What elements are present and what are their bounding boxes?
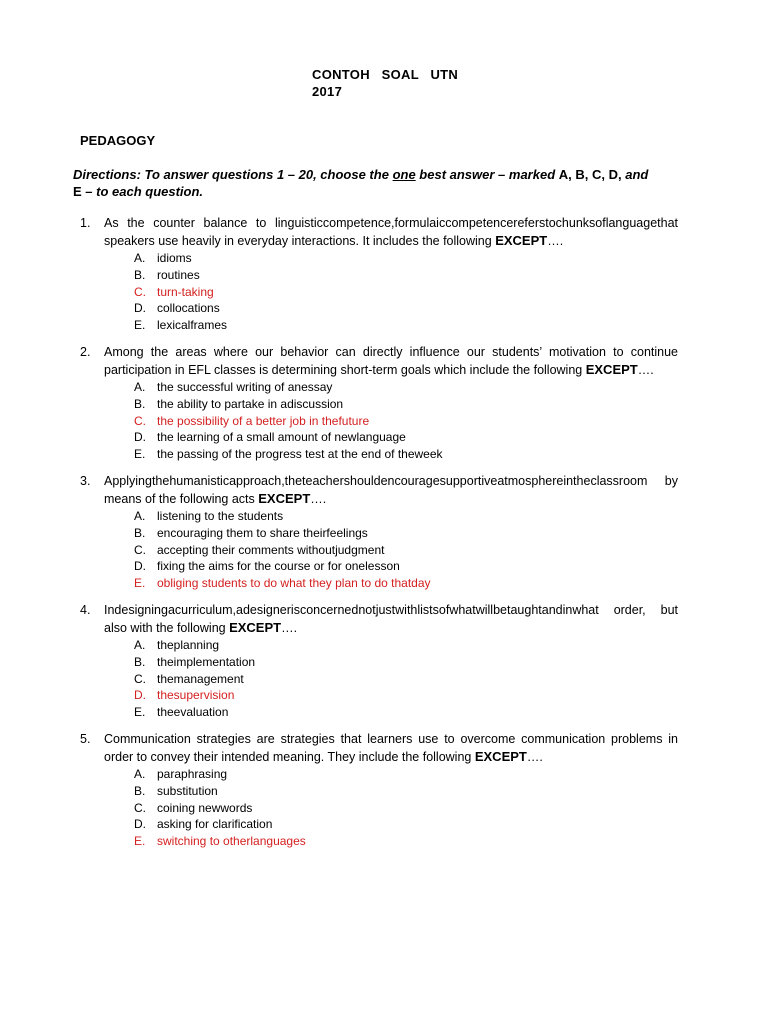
directions-part-1: Directions: To answer questions 1 – 20, choose the — [73, 167, 393, 182]
answer-option — [0, 525, 768, 542]
question-5 — [0, 731, 768, 850]
option-text: the ability to partake in adiscussion — [157, 396, 344, 411]
answer-option — [0, 654, 768, 671]
option-letter: E. — [134, 834, 146, 849]
answer-option — [0, 250, 768, 267]
option-letter: B. — [134, 525, 146, 540]
answer-option — [0, 446, 768, 463]
answer-option — [0, 800, 768, 817]
answer-option — [0, 558, 768, 575]
option-text: theevaluation — [157, 705, 229, 720]
question-3 — [0, 473, 768, 592]
option-letter: D. — [134, 301, 146, 316]
directions-part-2: best answer – marked — [415, 167, 559, 182]
answer-option — [0, 429, 768, 446]
except-keyword: EXCEPT — [585, 361, 638, 377]
question-stem-ellipsis: …. — [547, 234, 564, 248]
answer-option — [0, 816, 768, 833]
option-letter: E. — [134, 447, 146, 462]
answer-option-correct — [0, 284, 768, 301]
answer-option-correct — [0, 413, 768, 430]
question-stem-text: As the counter balance to linguisticcompetence,formulaiccompetencereferstochunksoflanguagethat speakers use heavily in everyday interactions. It includes the following — [104, 216, 678, 248]
option-letter: A. — [134, 637, 146, 652]
option-text: substitution — [157, 783, 218, 798]
option-letter: C. — [134, 284, 146, 299]
answer-option — [0, 508, 768, 525]
answer-option — [0, 379, 768, 396]
answer-option — [0, 783, 768, 800]
question-stem — [104, 602, 678, 637]
answer-option — [0, 267, 768, 284]
option-letter: E. — [134, 318, 146, 333]
directions-letter-e: E — [73, 184, 82, 199]
title-line-2: 2017 — [312, 84, 343, 99]
document-title — [312, 66, 458, 100]
answer-option-correct — [0, 575, 768, 592]
option-text: coining newwords — [157, 800, 253, 815]
question-stem-text: Communication strategies are strategies that learners use to overcome communication problems in order to convey their intended meaning. They include the following — [104, 731, 678, 764]
except-keyword: EXCEPT — [229, 619, 282, 635]
question-stem-text: Indesigningacurriculum,adesignerisconcernednotjustwithlistsofwhatwillbetaughtandinwhat order, but also with the following — [104, 602, 678, 635]
answer-option — [0, 704, 768, 721]
question-stem-ellipsis: …. — [281, 620, 298, 635]
option-text: theimplementation — [157, 654, 256, 669]
question-number: 2. — [80, 344, 91, 359]
question-stem-ellipsis: …. — [526, 749, 543, 764]
directions-underlined-word: one — [392, 167, 416, 182]
option-text: idioms — [157, 251, 192, 265]
option-text: thesupervision — [157, 688, 235, 703]
question-number: 5. — [80, 731, 91, 746]
option-letter: B. — [134, 654, 146, 669]
except-keyword: EXCEPT — [258, 490, 311, 506]
answer-options — [0, 250, 768, 334]
question-stem — [104, 473, 678, 508]
option-text: obliging students to do what they plan to do thatday — [157, 576, 431, 591]
option-text: fixing the aims for the course or for onelesson — [157, 559, 400, 574]
option-letter: A. — [134, 766, 146, 781]
option-text: listening to the students — [157, 508, 284, 523]
answer-option — [0, 542, 768, 559]
question-stem — [104, 731, 678, 766]
option-text: the passing of the progress test at the end of theweek — [157, 447, 443, 462]
answer-option — [0, 766, 768, 783]
directions-letters: A, B, C, D, — [558, 167, 622, 182]
option-letter: A. — [134, 508, 146, 523]
answer-options — [0, 637, 768, 721]
answer-option — [0, 671, 768, 688]
question-number: 3. — [80, 473, 91, 488]
question-stem — [104, 215, 678, 250]
question-stem-ellipsis: …. — [637, 362, 654, 377]
question-4 — [0, 602, 768, 721]
option-letter: C. — [134, 413, 146, 428]
option-text: theplanning — [157, 637, 220, 652]
option-text: asking for clarification — [157, 817, 273, 832]
option-text: encouraging them to share theirfeelings — [157, 525, 368, 540]
option-letter: B. — [134, 783, 146, 798]
option-text: the possibility of a better job in thefuture — [157, 413, 370, 428]
option-text: the successful writing of anessay — [157, 379, 333, 394]
option-text: routines — [157, 267, 200, 282]
option-letter: E. — [134, 576, 146, 591]
question-2 — [0, 344, 768, 463]
answer-option — [0, 300, 768, 317]
option-text: turn-taking — [157, 284, 214, 299]
option-text: accepting their comments withoutjudgment — [157, 542, 385, 557]
answer-option — [0, 396, 768, 413]
question-stem-ellipsis: …. — [310, 491, 327, 506]
option-text: collocations — [157, 301, 220, 316]
except-keyword: EXCEPT — [495, 233, 548, 248]
option-text: switching to otherlanguages — [157, 834, 306, 849]
option-text: lexicalframes — [157, 318, 228, 333]
option-letter: C. — [134, 800, 146, 815]
directions-part-3: and — [621, 167, 649, 182]
option-letter: A. — [134, 379, 146, 394]
option-text: the learning of a small amount of newlanguage — [157, 430, 406, 445]
option-letter: B. — [134, 267, 146, 282]
option-text: paraphrasing — [157, 766, 228, 781]
question-number: 4. — [80, 602, 91, 617]
option-text: themanagement — [157, 671, 244, 686]
question-number: 1. — [80, 216, 91, 230]
answer-options — [0, 508, 768, 592]
section-heading: PEDAGOGY — [80, 133, 156, 148]
question-list — [0, 215, 768, 860]
question-stem — [104, 344, 678, 379]
option-letter: C. — [134, 671, 146, 686]
option-letter: D. — [134, 430, 146, 445]
option-letter: E. — [134, 705, 146, 720]
answer-option — [0, 637, 768, 654]
option-letter: C. — [134, 542, 146, 557]
answer-options — [0, 379, 768, 463]
answer-options — [0, 766, 768, 850]
directions-line-2: – to each question. — [81, 184, 204, 199]
option-letter: A. — [134, 251, 146, 265]
option-letter: D. — [134, 559, 146, 574]
directions-text — [73, 166, 673, 200]
answer-option-correct — [0, 833, 768, 850]
option-letter: D. — [134, 817, 146, 832]
option-letter: D. — [134, 688, 146, 703]
option-letter: B. — [134, 396, 146, 411]
question-1 — [0, 215, 768, 334]
answer-option-correct — [0, 687, 768, 704]
title-line-1: CONTOH SOAL UTN — [312, 67, 459, 82]
except-keyword: EXCEPT — [474, 748, 527, 764]
question-stem-text: Among the areas where our behavior can directly influence our students’ motivation to continue participation in EFL classes is determining short-term goals which include the following — [104, 344, 678, 377]
question-stem-text: Applyingthehumanisticapproach,theteachershouldencouragesupportiveatmosphereintheclassroom by means of the following acts — [104, 473, 678, 506]
answer-option — [0, 317, 768, 334]
